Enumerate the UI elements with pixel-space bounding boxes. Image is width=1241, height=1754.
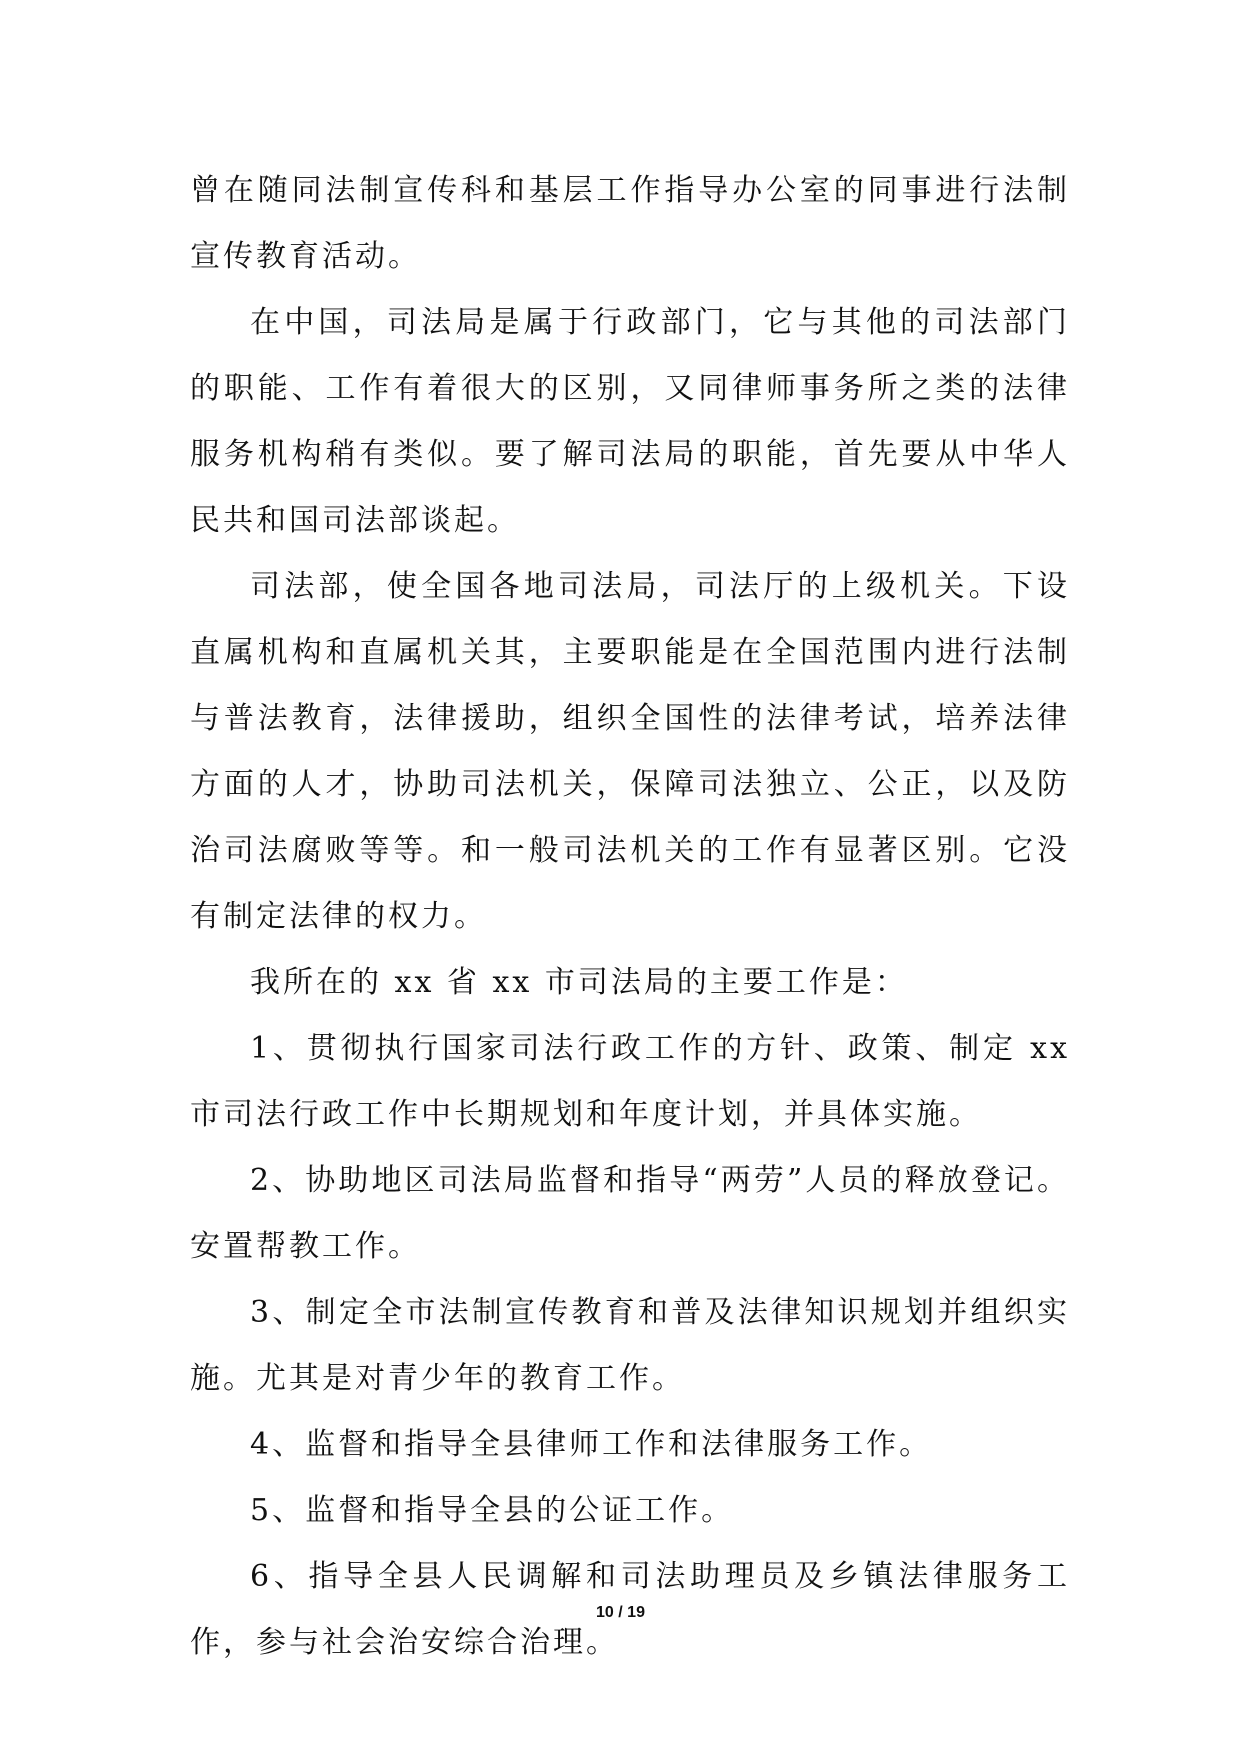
list-item-6: 6、指导全县人民调解和司法助理员及乡镇法律服务工作，参与社会治安综合治理。: [190, 1559, 1070, 1660]
list-item-2: 2、协助地区司法局监督和指导“两劳”人员的释放登记。安置帮教工作。: [190, 1163, 1070, 1264]
list-item-1: 1、贯彻执行国家司法行政工作的方针、政策、制定 xx 市司法行政工作中长期规划和年度计划，并具体实施。: [190, 1031, 1070, 1132]
paragraph-main-work-heading: 我所在的 xx 省 xx 市司法局的主要工作是：: [250, 965, 908, 1000]
paragraph-continuation: 曾在随同法制宣传科和基层工作指导办公室的同事进行法制宣传教育活动。: [190, 173, 1070, 274]
document-body: [190, 158, 1070, 1676]
list-item-3: 3、制定全市法制宣传教育和普及法律知识规划并组织实施。尤其是对青少年的教育工作。: [190, 1295, 1070, 1396]
list-item-4: 4、监督和指导全县律师工作和法律服务工作。: [250, 1427, 933, 1462]
paragraph-ministry-of-justice: 司法部，使全国各地司法局，司法厅的上级机关。下设直属机构和直属机关其，主要职能是在全国范围内进行法制与普法教育，法律援助，组织全国性的法律考试，培养法律方面的人才，协助司法机关，保障司法独立、公正，以及防治司法腐败等等。和一般司法机关的工作有显著区别。它没有制定法律的权力。: [190, 569, 1070, 934]
paragraph-judicial-bureau-intro: 在中国，司法局是属于行政部门，它与其他的司法部门的职能、工作有着很大的区别，又同律师事务所之类的法律服务机构稍有类似。要了解司法局的职能，首先要从中华人民共和国司法部谈起。: [190, 305, 1070, 538]
list-item-5: 5、监督和指导全县的公证工作。: [250, 1493, 735, 1528]
page-number: 10 / 19: [596, 1604, 645, 1621]
